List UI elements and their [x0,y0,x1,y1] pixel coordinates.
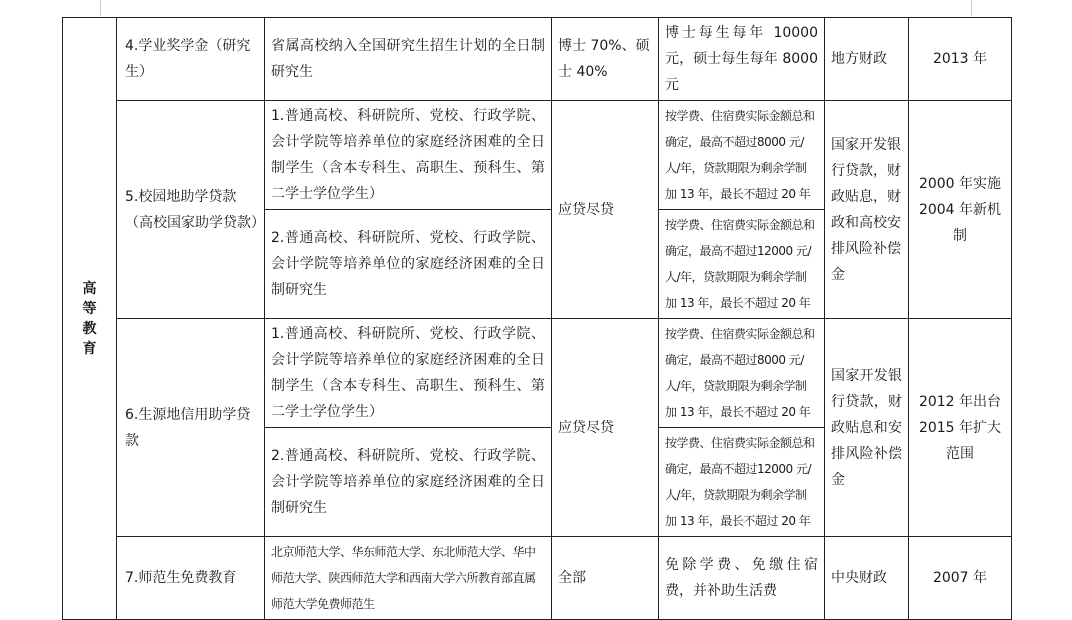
year-cell: 2012 年出台 2015 年扩大范围 [909,319,1012,537]
subsidy-policy-table [62,17,1012,620]
scope-cell: 省属高校纳入全国研究生招生计划的全日制研究生 [265,18,552,101]
table-row [63,537,1012,620]
standard-cell: 按学费、住宿费实际金额总和确定，最高不超过12000 元/人/年，贷款期限为剩余学制加 13 年，最长不超过 20 年 [659,428,825,537]
category-cell: 高等教育 [63,18,117,620]
year-cell: 2000 年实施 2004 年新机制 [909,101,1012,319]
standard-cell: 按学费、住宿费实际金额总和确定，最高不超过8000 元/人/年，贷款期限为剩余学制加 13 年，最长不超过 20 年 [659,101,825,210]
funding-cell: 中央财政 [825,537,909,620]
standard-cell: 博士每生每年 10000 元，硕士每生每年 8000 元 [659,18,825,101]
year-cell: 2007 年 [909,537,1012,620]
margin-guide-right [971,0,972,16]
margin-guide-left [100,0,101,16]
scope-cell: 2.普通高校、科研院所、党校、行政学院、会计学院等培养单位的家庭经济困难的全日制研究生 [265,210,552,319]
standard-cell: 免除学费、免缴住宿费，并补助生活费 [659,537,825,620]
scope-cell: 1.普通高校、科研院所、党校、行政学院、会计学院等培养单位的家庭经济困难的全日制学生（含本专科生、高职生、预科生、第二学士学位学生） [265,101,552,210]
project-name-cell: 7.师范生免费教育 [117,537,265,620]
project-name-cell: 5.校园地助学贷款（高校国家助学贷款） [117,101,265,319]
coverage-cell: 博士 70%、硕士 40% [552,18,659,101]
scope-cell: 北京师范大学、华东师范大学、东北师范大学、华中师范大学、陕西师范大学和西南大学六所教育部直属师范大学免费师范生 [265,537,552,620]
funding-cell: 地方财政 [825,18,909,101]
scope-cell: 2.普通高校、科研院所、党校、行政学院、会计学院等培养单位的家庭经济困难的全日制研究生 [265,428,552,537]
year-cell: 2013 年 [909,18,1012,101]
coverage-cell: 应贷尽贷 [552,319,659,537]
project-name-cell: 6.生源地信用助学贷款 [117,319,265,537]
funding-cell: 国家开发银行贷款，财政贴息和安排风险补偿金 [825,319,909,537]
standard-cell: 按学费、住宿费实际金额总和确定，最高不超过12000 元/人/年，贷款期限为剩余学制加 13 年，最长不超过 20 年 [659,210,825,319]
table-row [63,101,1012,210]
coverage-cell: 全部 [552,537,659,620]
standard-cell: 按学费、住宿费实际金额总和确定，最高不超过8000 元/人/年，贷款期限为剩余学制加 13 年，最长不超过 20 年 [659,319,825,428]
table-row [63,319,1012,428]
project-name-cell: 4.学业奖学金（研究生） [117,18,265,101]
coverage-cell: 应贷尽贷 [552,101,659,319]
scope-cell: 1.普通高校、科研院所、党校、行政学院、会计学院等培养单位的家庭经济困难的全日制学生（含本专科生、高职生、预科生、第二学士学位学生） [265,319,552,428]
table-row [63,18,1012,101]
funding-cell: 国家开发银行贷款，财政贴息，财政和高校安排风险补偿金 [825,101,909,319]
